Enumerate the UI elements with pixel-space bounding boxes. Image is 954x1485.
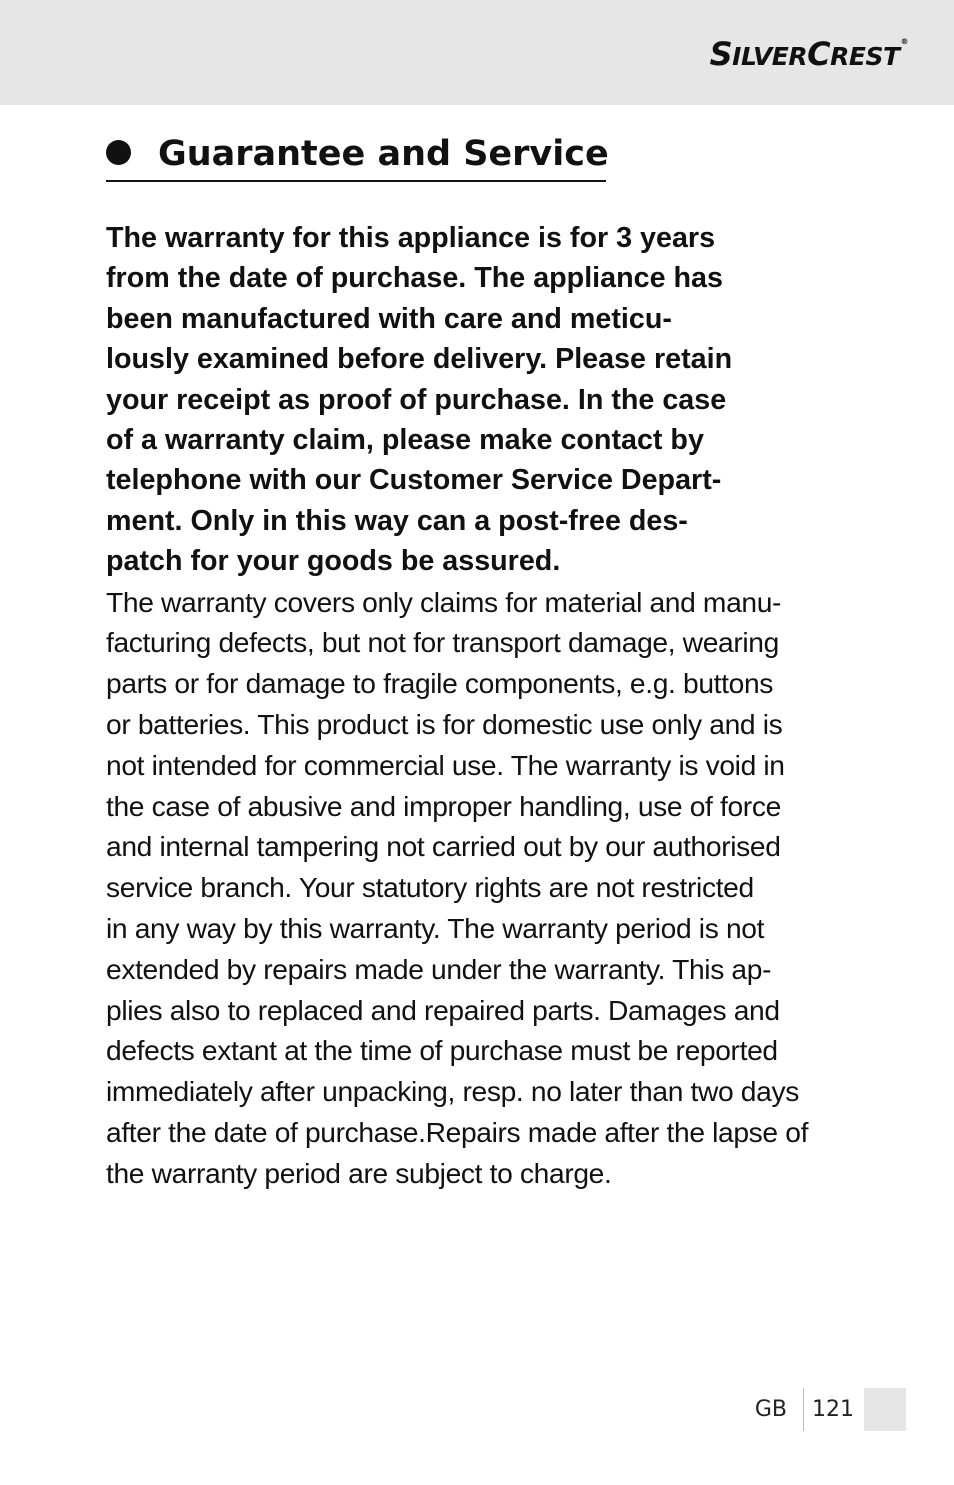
logo-letters-ilver: ILVER: [732, 42, 808, 71]
logo-letter-c: C: [807, 35, 831, 73]
silvercrest-logo: [709, 35, 908, 73]
page-tab-marker: [864, 1388, 906, 1431]
bullet-icon: [106, 140, 131, 165]
content-area: [106, 218, 856, 1194]
warranty-body-paragraph: The warranty covers only claims for material and manu- facturing defects, but not for transport damage, wearing parts or for damage to fragile components, e.g. buttons or batteries. This product is for domestic use only and is not intended for commercial use. The warranty is void in the case of abusive and improper handling, use of force and internal tampering not carried out by our authorised service branch. Your statutory rights are not restricted in any way by this warranty. The warranty period is not extended by repairs made under the warranty. This ap- plies also to replaced and repaired parts. Damages and defects extant at the time of purchase must be reported immediately after unpacking, resp. no later than two days after the date of purchase.Repairs made after the lapse of the warranty period are subject to charge.: [106, 585, 809, 1189]
page-footer: [755, 1388, 906, 1431]
warranty-intro-paragraph: The warranty for this appliance is for 3 years from the date of purchase. The appliance has been manufactured with care and meticu- lously examined before delivery. Please retain your receipt as proof of purchase. In the case of a warranty claim, please make contact by telephone with our Customer Service Depart- ment. Only in this way can a post-free des- patch for your goods be assured.: [106, 222, 733, 578]
page-number: 121: [812, 1397, 854, 1422]
section-title: Guarantee and Service: [158, 134, 609, 174]
section-heading: [106, 132, 609, 182]
logo-letters-rest: REST: [830, 42, 900, 71]
footer-divider: [803, 1388, 804, 1431]
registered-mark: ®: [900, 37, 908, 46]
language-code: GB: [754, 1397, 787, 1422]
logo-letter-s: S: [709, 35, 733, 73]
